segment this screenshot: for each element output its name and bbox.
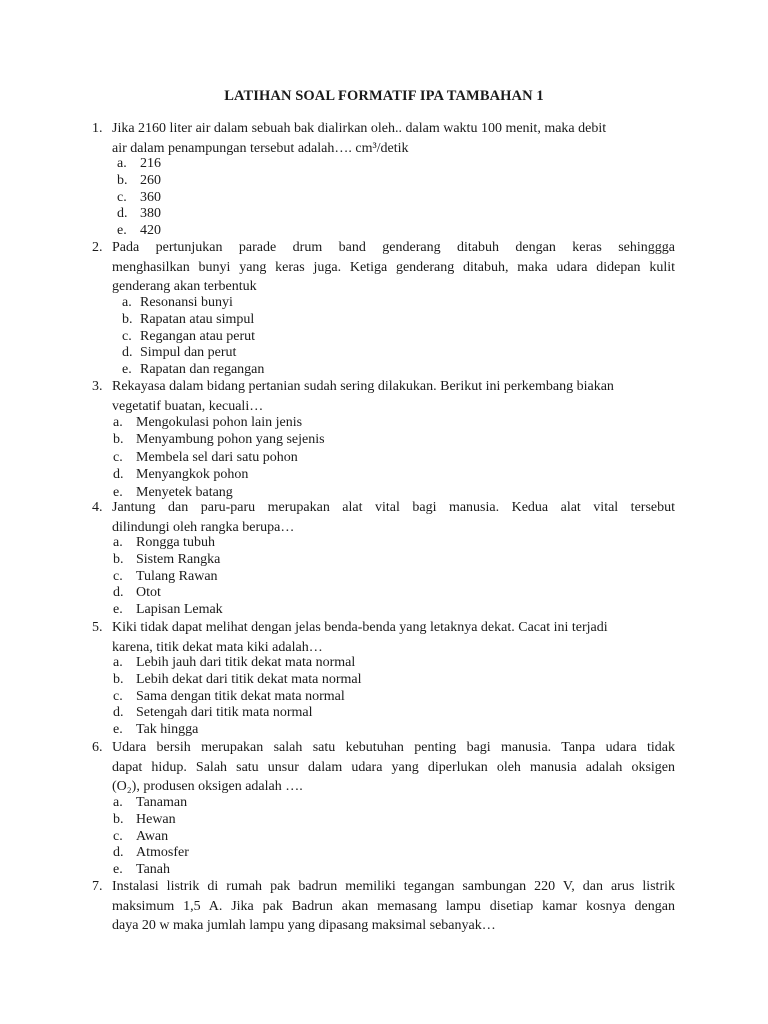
option-letter: d. [117,206,128,222]
option-letter: c. [117,189,127,205]
question-text-line: vegetatif buatan, kecuali… [112,398,264,414]
option-text: Lapisan Lemak [136,602,223,618]
question-text-line: dapat hidup. Salah satu unsur dalam udara yang diperlukan oleh manusia adalah oksigen [112,759,675,775]
question-text-line: menghasilkan bunyi yang keras juga. Ketiga genderang ditabuh, maka udara didepan kulit [112,259,675,275]
option-letter: b. [122,311,133,327]
question-text-line: Instalasi listrik di rumah pak badrun memiliki tegangan sambungan 220 V, dan arus listrik [112,879,675,894]
option-text: Awan [136,828,169,844]
option-text: Tak hingga [136,722,199,738]
option-letter: c. [113,568,123,584]
question-text-line: Kiki tidak dapat melihat dengan jelas benda-benda yang letaknya dekat. Cacat ini terjadi [112,620,608,635]
option-letter: b. [113,671,124,687]
option-letter: c. [122,328,132,344]
question-number: 2. [92,240,103,255]
option-text: Rapatan atau simpul [140,311,255,327]
option-letter: e. [113,862,123,878]
option-text: 420 [140,223,161,239]
option-letter: d. [113,845,124,861]
option-letter: b. [113,551,124,567]
question-number: 4. [92,500,103,515]
option-text: Otot [136,585,161,601]
question-text-line: karena, titik dekat mata kiki adalah… [112,639,323,655]
question-text-line: air dalam penampungan tersebut adalah…. cm³/detik [112,140,409,156]
option-text: Mengokulasi pohon lain jenis [136,415,303,430]
option-text: Membela sel dari satu pohon [136,449,298,465]
option-letter: d. [122,345,133,361]
option-text: 360 [140,189,161,205]
question-text-line: Udara bersih merupakan salah satu kebutuhan penting bagi manusia. Tanpa udara tidak [112,740,675,755]
question-number: 7. [92,879,103,894]
option-letter: b. [113,432,124,448]
option-text: 380 [140,206,161,222]
question-number: 1. [92,121,103,136]
option-text: Tanaman [136,795,188,810]
option-letter: e. [113,722,123,738]
option-letter: e. [113,484,123,500]
option-text: Lebih jauh dari titik dekat mata normal [136,655,356,670]
option-text: Tanah [136,862,171,878]
question-text-line: maksimum 1,5 A. Jika pak Badrun akan memasang lampu disetiap kamar kosnya dengan [112,898,675,914]
option-letter: a. [113,655,123,670]
question-text-line: Rekayasa dalam bidang pertanian sudah sering dilakukan. Berikut ini perkembang biakan [112,379,614,394]
option-text: 216 [140,156,161,171]
question-text-line: genderang akan terbentuk [112,279,257,294]
option-text: Regangan atau perut [140,328,256,344]
option-text: Menyambung pohon yang sejenis [136,432,325,448]
option-text: Hewan [136,811,176,827]
question-text-line: daya 20 w maka jumlah lampu yang dipasang maksimal sebanyak… [112,918,496,933]
option-letter: d. [113,585,124,601]
page-title: LATIHAN SOAL FORMATIF IPA TAMBAHAN 1 [224,88,544,104]
option-text: 260 [140,172,161,188]
question-number: 3. [92,379,103,394]
option-letter: e. [113,602,123,618]
option-letter: a. [113,795,123,810]
option-letter: d. [113,467,124,483]
option-text: Tulang Rawan [136,568,218,584]
option-text: Menyetek batang [136,484,233,500]
option-letter: c. [113,449,123,465]
option-text: Menyangkok pohon [136,467,249,483]
option-letter: c. [113,828,123,844]
option-text: Rapatan dan regangan [140,362,265,378]
option-letter: d. [113,705,124,721]
question-text-line: Jantung dan paru-paru merupakan alat vital bagi manusia. Kedua alat vital tersebut [112,500,675,515]
option-text: Rongga tubuh [136,535,215,550]
option-text: Simpul dan perut [140,345,237,361]
option-text: Resonansi bunyi [140,295,233,310]
option-letter: e. [122,362,132,378]
option-letter: b. [113,811,124,827]
option-letter: a. [117,156,127,171]
question-text-line: dilindungi oleh rangka berupa… [112,519,295,535]
question-text-line: Pada pertunjukan parade drum band genderang ditabuh dengan keras sehinggga [112,240,675,255]
question-text-line: (O₂), produsen oksigen adalah …. [112,779,303,794]
question-text-line: Jika 2160 liter air dalam sebuah bak dialirkan oleh.. dalam waktu 100 menit, maka debit [112,121,607,136]
option-letter: c. [113,688,123,704]
option-text: Lebih dekat dari titik dekat mata normal [136,671,362,687]
question-number: 6. [92,740,103,755]
option-letter: a. [113,415,123,430]
question-number: 5. [92,620,103,635]
option-letter: b. [117,172,128,188]
option-letter: a. [113,535,123,550]
option-text: Atmosfer [136,845,189,861]
option-text: Sama dengan titik dekat mata normal [136,688,345,704]
option-text: Setengah dari titik mata normal [136,705,313,721]
option-letter: a. [122,295,132,310]
option-text: Sistem Rangka [136,551,221,567]
option-letter: e. [117,223,127,239]
